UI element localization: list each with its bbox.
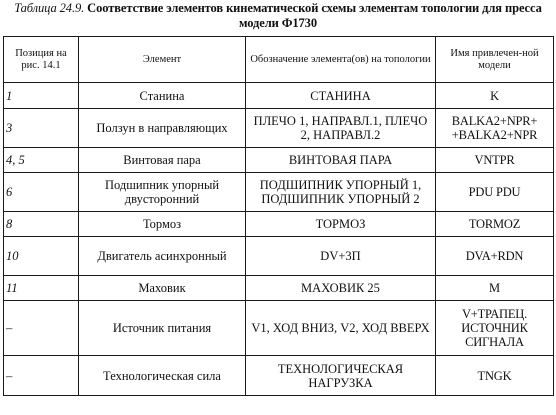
table-row (4, 212, 554, 237)
cell-element: Ползун в направляющих (79, 109, 246, 148)
cell-topology: ВИНТОВАЯ ПАРА (246, 148, 436, 173)
cell-model: K (436, 83, 554, 109)
table-header-row (4, 37, 554, 83)
cell-topology: ТОРМОЗ (246, 212, 436, 237)
header-topology: Обозначение элемента(ов) на топологии (246, 37, 436, 83)
cell-position: – (4, 301, 79, 356)
cell-position: – (4, 356, 79, 396)
cell-element: Винтовая пара (79, 148, 246, 173)
cell-element: Источник питания (79, 301, 246, 356)
table-row (4, 173, 554, 212)
cell-topology: DV+3П (246, 237, 436, 276)
cell-topology: ПЛЕЧО 1, НАПРАВЛ.1, ПЛЕЧО 2, НАПРАВЛ.2 (246, 109, 436, 148)
cell-model: PDU PDU (436, 173, 554, 212)
cell-element: Тормоз (79, 212, 246, 237)
table-caption (0, 1, 556, 31)
table-row (4, 356, 554, 396)
cell-topology: ТЕХНОЛОГИЧЕСКАЯ НАГРУЗКА (246, 356, 436, 396)
cell-element: Технологическая сила (79, 356, 246, 396)
cell-model: V+ТРАПЕЦ. ИСТОЧНИК СИГНАЛА (436, 301, 554, 356)
cell-position: 6 (4, 173, 79, 212)
cell-topology: СТАНИНА (246, 83, 436, 109)
cell-element: Двигатель асинхронный (79, 237, 246, 276)
table-row (4, 237, 554, 276)
cell-model: DVA+RDN (436, 237, 554, 276)
cell-model: BALKA2+NPR+ +BALKA2+NPR (436, 109, 554, 148)
header-position: Позиция на рис. 14.1 (4, 37, 79, 83)
cell-model: M (436, 276, 554, 301)
table-row (4, 148, 554, 173)
cell-position: 1 (4, 83, 79, 109)
cell-position: 11 (4, 276, 79, 301)
cell-element: Станина (79, 83, 246, 109)
caption-text: Соответствие элементов кинематической схемы элементам топологии для пресса модели Ф1730 (87, 1, 542, 30)
header-element: Элемент (79, 37, 246, 83)
table-row (4, 83, 554, 109)
cell-position: 8 (4, 212, 79, 237)
table-row (4, 109, 554, 148)
table-row (4, 301, 554, 356)
cell-model: VNTPR (436, 148, 554, 173)
cell-model: TORMOZ (436, 212, 554, 237)
correspondence-table (3, 36, 554, 396)
cell-element: Маховик (79, 276, 246, 301)
cell-position: 4, 5 (4, 148, 79, 173)
cell-topology: V1, ХОД ВНИЗ, V2, ХОД ВВЕРХ (246, 301, 436, 356)
header-model: Имя привлечен-ной модели (436, 37, 554, 83)
cell-topology: ПОДШИПНИК УПОРНЫЙ 1, ПОДШИПНИК УПОРНЫЙ 2 (246, 173, 436, 212)
cell-model: TNGK (436, 356, 554, 396)
caption-label: Таблица 24.9. (14, 1, 85, 15)
table-row (4, 276, 554, 301)
cell-topology: МАХОВИК 25 (246, 276, 436, 301)
cell-element: Подшипник упорный двусторонний (79, 173, 246, 212)
cell-position: 3 (4, 109, 79, 148)
cell-position: 10 (4, 237, 79, 276)
